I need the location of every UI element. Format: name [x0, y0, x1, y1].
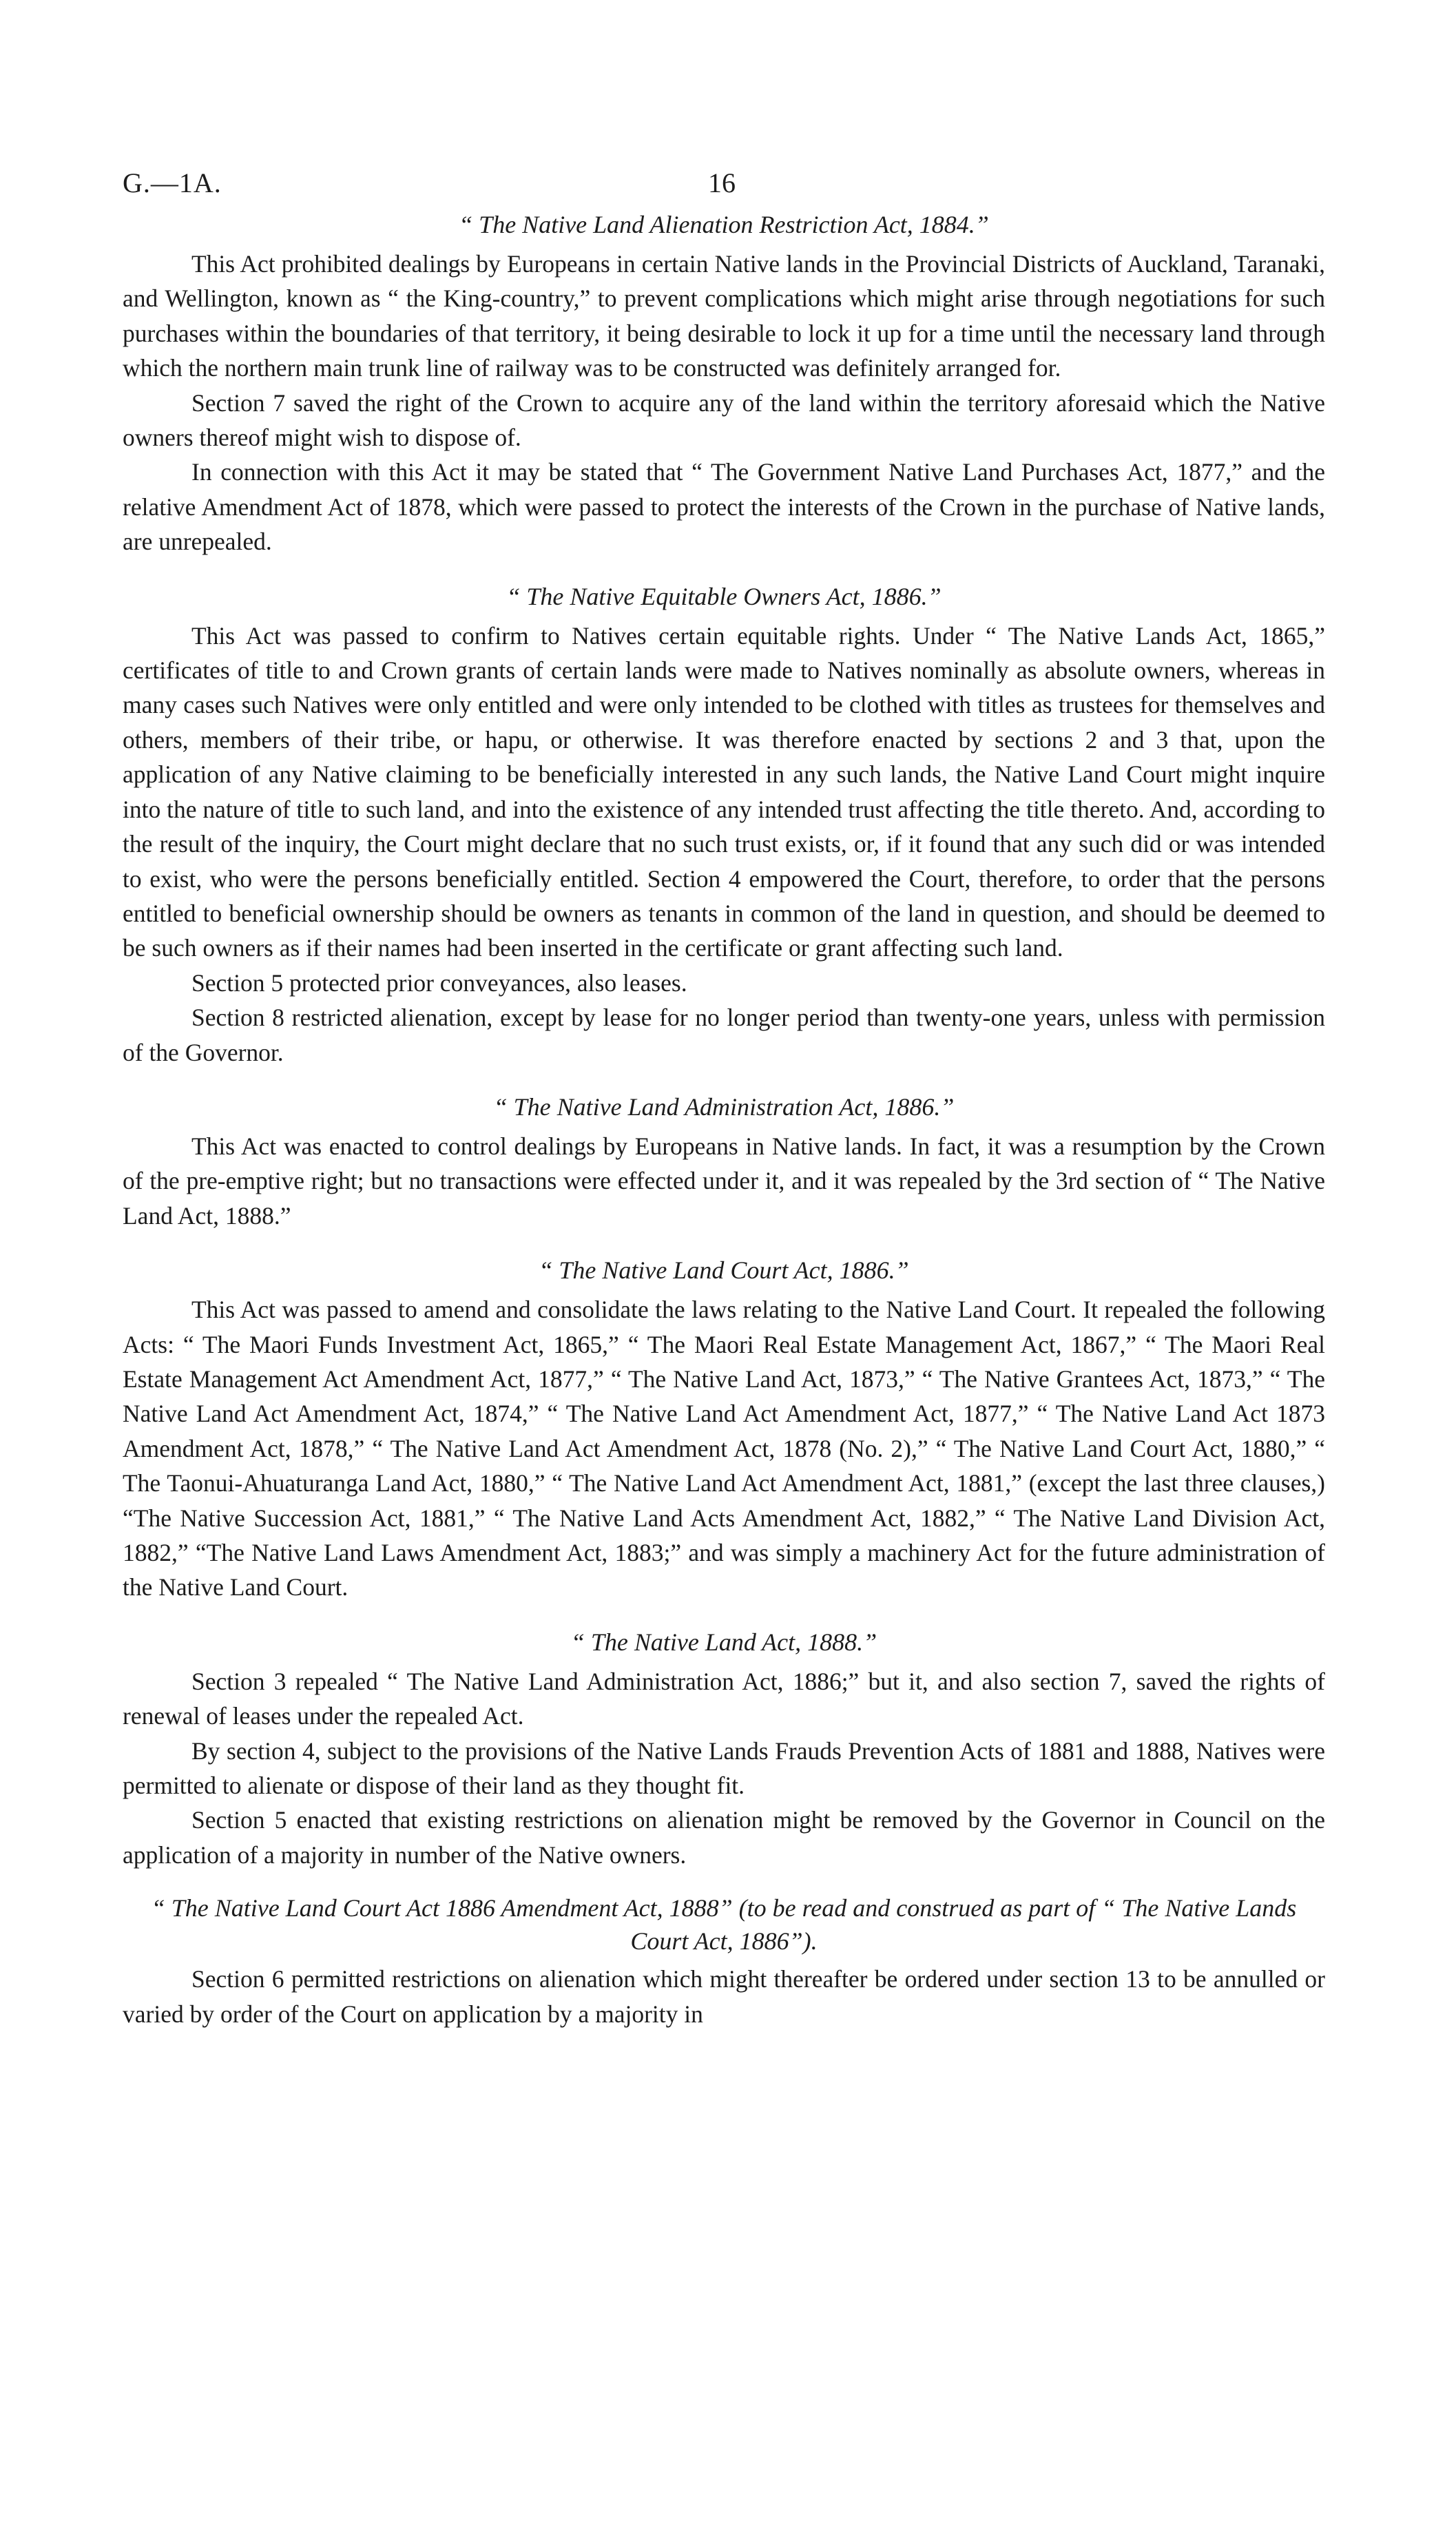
section-title: “ The Native Land Act, 1888.” — [570, 1628, 877, 1656]
paragraph: By section 4, subject to the provisions of the Native Lands Frauds Prevention Acts of 1881 and 1888, Natives were permitted to alienate or dispose of their land as they thought fit. — [123, 1736, 1325, 1800]
paragraph: This Act was passed to amend and consolidate the laws relating to the Native Land Court. It repealed the following Acts: “ The Maori Funds Investment Act, 1865,” “ The Maori Real Estate Management Act, 1867,” “ The Maori Real Estate Management Act Amendment Act, 1877,” “ The Native Land Act, 1873,” “ The Native Grantees Act, 1873,” “ The Native Land Act Amendment Act, 1874,” “ The Native Land Act Amendment Act, 1877,” “ The Native Land Act 1873 Amendment Act, 1878,” “ The Native Land Act Amendment Act, 1878 (No. 2),” “ The Native Land Court Act, 1880,” “ The Taonui-Ahuaturanga Land Act, 1880,” “ The Native Land Act Amendment Act, 1881,” (except the last three clauses,) “The Native Succession Act, 1881,” “ The Native Land Acts Amendment Act, 1882,” “ The Native Land Division Act, 1882,” “The Native Land Laws Amendment Act, 1883;” and was simply a machinery Act for the future administration of the Native Land Court. — [123, 1296, 1325, 1601]
paragraph: This Act prohibited dealings by Europeans in certain Native lands in the Provincial Districts of Auckland, Taranaki, and Wellington, known as “ the King-country,” to prevent complications which might arise through negotiations for such purchases within the boundaries of that territory, it being desirable to lock it up for a time until the necessary land through which the northern main trunk line of railway was to be constructed was definitely arranged for. — [123, 250, 1325, 382]
section-title: “ The Native Land Court Act 1886 Amendment Act, 1888” (to be read and construed as part of “ The Native Lands Court Act, 1886”). — [151, 1894, 1297, 1956]
section-land-court-amendment-act — [123, 1891, 1325, 2031]
section-title: “ The Native Land Court Act, 1886.” — [539, 1256, 909, 1285]
document-reference: G.—1A. — [123, 167, 222, 198]
paragraph: Section 5 protected prior conveyances, also leases. — [191, 968, 687, 997]
paragraph: Section 5 enacted that existing restrictions on alienation might be removed by the Governor in Council on the application of a majority in number of the Native owners. — [123, 1806, 1325, 1869]
paragraph: Section 3 repealed “ The Native Land Administration Act, 1886;” but it, and also section 7, saved the rights of renewal of leases under the repealed Act. — [123, 1667, 1325, 1730]
paragraph: In connection with this Act it may be stated that “ The Government Native Land Purchases Act, 1877,” and the relative Amendment Act of 1878, which were passed to protect the interests of the Crown in the purchase of Native lands, are unrepealed. — [123, 458, 1325, 556]
paragraph: This Act was passed to confirm to Natives certain equitable rights. Under “ The Native Lands Act, 1865,” certificates of title to and Crown grants of certain lands were made to Natives nominally as absolute owners, whereas in many cases such Natives were only entitled and were only intended to be clothed with titles as trustees for themselves and others, members of their tribe, or hapu, or otherwise. It was therefore enacted by sections 2 and 3 that, upon the application of any Native claiming to be beneficially interested in any such lands, the Native Land Court might inquire into the nature of title to such land, and into the existence of any intended trust affecting the title thereto. And, according to the result of the inquiry, the Court might declare that no such trust exists, or, if it found that any such did or was intended to exist, who were the persons beneficially entitled. Section 4 empowered the Court, therefore, to order that the persons entitled to beneficial ownership should be owners as tenants in common of the land in question, and should be deemed to be such owners as if their names had been inserted in the certificate or grant affecting such land. — [123, 621, 1325, 962]
document-page — [123, 158, 1325, 2031]
paragraph: This Act was enacted to control dealings by Europeans in Native lands. In fact, it was a resumption by the Crown of the pre-emptive right; but no transactions were effected under it, and it was repealed by the 3rd section of “ The Native Land Act, 1888.” — [123, 1132, 1325, 1230]
page-header — [123, 158, 1325, 207]
section-native-land-act-1888 — [123, 1624, 1325, 1872]
section-land-court-act-1886 — [123, 1252, 1325, 1605]
section-title: “ The Native Equitable Owners Act, 1886.” — [506, 582, 942, 610]
section-title: “ The Native Land Administration Act, 1886.” — [493, 1092, 955, 1121]
paragraph: Section 8 restricted alienation, except by lease for no longer period than twenty-one years, unless with permission of the Governor. — [123, 1004, 1325, 1066]
paragraph: Section 6 permitted restrictions on alienation which might thereafter be ordered under section 13 to be annulled or varied by order of the Court on application by a majority in — [123, 1965, 1325, 2028]
paragraph: Section 7 saved the right of the Crown to acquire any of the land within the territory aforesaid which the Native owners thereof might wish to dispose of. — [123, 388, 1325, 452]
section-land-administration-act — [123, 1089, 1325, 1233]
section-alienation-restriction-act — [123, 207, 1325, 559]
section-title: “ The Native Land Alienation Restriction Act, 1884.” — [459, 211, 989, 238]
page-number: 16 — [708, 167, 736, 198]
section-equitable-owners-act — [123, 579, 1325, 1070]
